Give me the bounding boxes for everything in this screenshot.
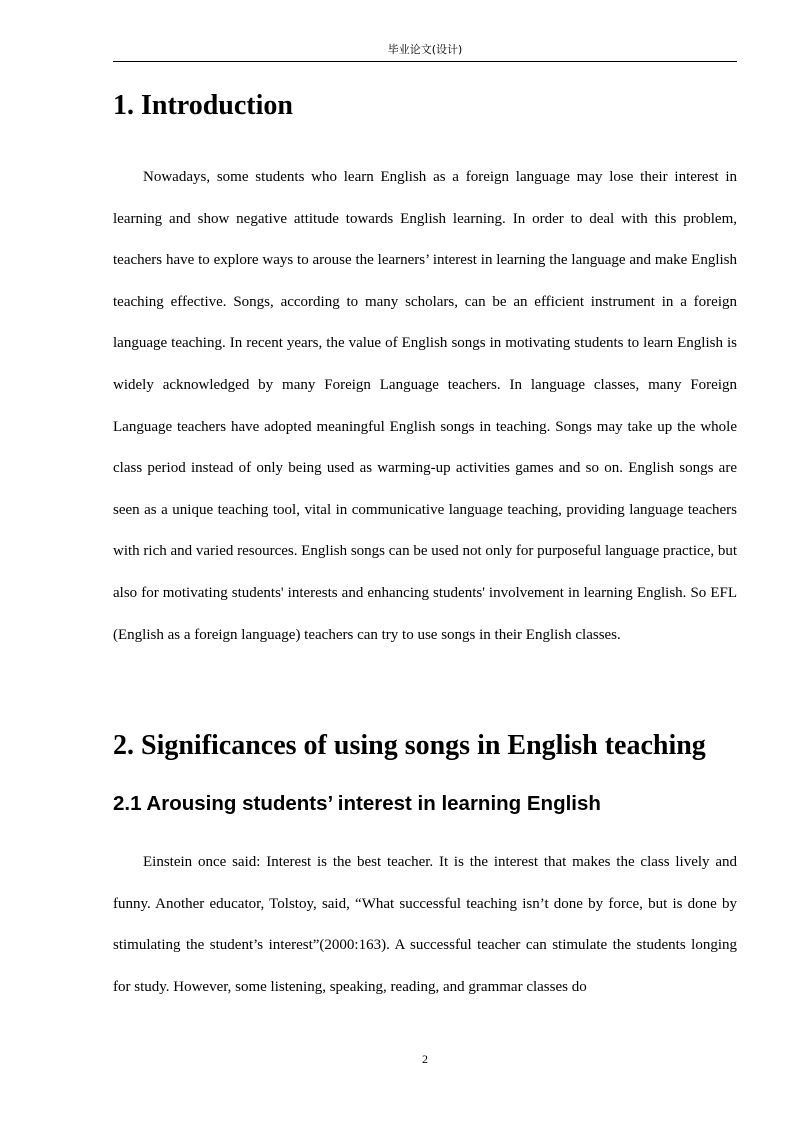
arousing-interest-paragraph: Einstein once said: Interest is the best teacher. It is the interest that makes the class lively and funny. Another educator, Tolstoy, said, “What successful teaching isn’t done by force, but is done by stimulating the student’s interest”(2000:163). A successful teacher can stimulate the students longing for study. However, some listening, speaking, reading, and grammar classes do: [113, 854, 737, 995]
section-heading-introduction: 1. Introduction: [113, 90, 293, 121]
page-number: 2: [422, 1052, 428, 1066]
subsection-heading-arousing-interest: 2.1 Arousing students’ interest in learning English: [113, 792, 601, 816]
header-rule: [113, 61, 737, 62]
running-header: 毕业论文(设计): [387, 43, 463, 56]
section-heading-significances: 2. Significances of using songs in English teaching: [113, 730, 706, 762]
introduction-paragraph: Nowadays, some students who learn English as a foreign language may lose their interest in learning and show negative attitude towards English learning. In order to deal with this problem, teachers have to explore ways to arouse the learners’ interest in learning the language and make English teaching effective. Songs, according to many scholars, can be an efficient instrument in a foreign language teaching. In recent years, the value of English songs in motivating students to learn English is widely acknowledged by many Foreign Language teachers. In language classes, many Foreign Language teachers have adopted meaningful English songs in teaching. Songs may take up the whole class period instead of only being used as warming-up activities games and so on. English songs are seen as a unique teaching tool, vital in communicative language teaching, providing language teachers with rich and varied resources. English songs can be used not only for purposeful language practice, but also for motivating students' interests and enhancing students' involvement in learning English. So EFL (English as a foreign language) teachers can try to use songs in their English classes.: [113, 169, 737, 643]
page-body: [113, 82, 737, 1009]
